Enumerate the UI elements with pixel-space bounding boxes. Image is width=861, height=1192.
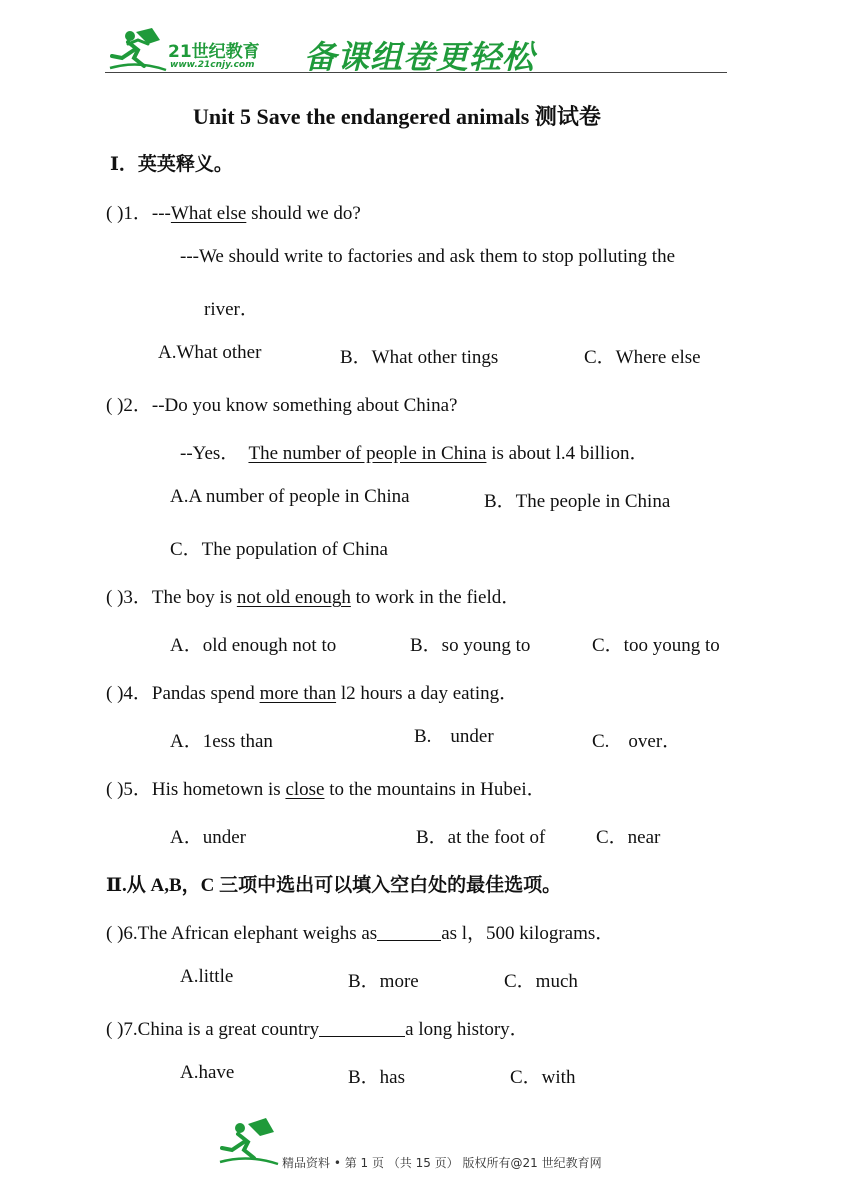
- runner-logo-icon: [108, 26, 168, 72]
- underlined-phrase: not old enough: [236, 587, 351, 608]
- q1-option-b: B．What other tings: [340, 347, 499, 368]
- answer-paren[interactable]: ( ): [106, 587, 124, 608]
- underlined-phrase: What else: [170, 203, 247, 224]
- answer-paren[interactable]: ( ): [106, 923, 124, 944]
- q1-option-a: A.What other: [158, 342, 262, 363]
- logo-brand: 21世纪教育: [168, 42, 260, 62]
- q2-option-a: A.A number of people in China: [170, 486, 410, 507]
- question-4: ( )4．Pandas spend more than l2 hours a day eating．: [106, 683, 519, 704]
- q4-option-c: C. over．: [592, 731, 682, 752]
- q1-option-c: C．Where else: [584, 347, 701, 368]
- answer-paren[interactable]: ( ): [106, 779, 124, 800]
- q5-option-a: A．under: [170, 827, 246, 848]
- section-heading-1: Ⅰ．英英释义。: [110, 154, 233, 175]
- answer-blank[interactable]: [319, 1018, 405, 1037]
- underlined-phrase: close: [285, 779, 325, 800]
- header-slogan: 备课组卷更轻松: [304, 38, 536, 76]
- question-1-line2: ---We should write to factories and ask them to stop polluting the: [180, 246, 676, 267]
- underlined-phrase: The number of people in China: [248, 443, 487, 464]
- question-1: ( )1．---What else should we do?: [106, 203, 361, 224]
- q6-option-a: A.little: [180, 966, 234, 987]
- q7-option-c: C．with: [510, 1067, 576, 1088]
- q5-option-c: C．near: [596, 827, 661, 848]
- answer-paren[interactable]: ( ): [106, 203, 124, 224]
- q6-option-c: C．much: [504, 971, 578, 992]
- question-6: ( )6.The African elephant weighs as as l，500 kilograms．: [106, 923, 615, 944]
- q4-option-a: A．1ess than: [170, 731, 273, 752]
- q3-option-a: A．old enough not to: [170, 635, 337, 656]
- q5-option-b: B．at the foot of: [416, 827, 546, 848]
- footer-runner-logo-icon: [216, 1116, 280, 1166]
- page-footer: 精品资料 • 第 1 页 （共 15 页） 版权所有@21 世纪教育网: [282, 1156, 602, 1170]
- question-1-line3: river．: [204, 299, 259, 320]
- question-2: ( )2．--Do you know something about China?: [106, 395, 458, 416]
- q6-option-b: B．more: [348, 971, 419, 992]
- underlined-phrase: more than: [259, 683, 337, 704]
- answer-paren[interactable]: ( ): [106, 683, 124, 704]
- section-heading-2: Ⅱ.从 A,B，C 三项中选出可以填入空白处的最佳选项。: [106, 875, 562, 896]
- q3-option-c: C．too young to: [592, 635, 720, 656]
- q2-option-c: C．The population of China: [170, 539, 388, 560]
- question-2-line2: --Yes． The number of people in China is about l.4 billion．: [180, 443, 649, 464]
- q4-option-b: B. under: [414, 726, 494, 747]
- logo-url: www.21cnjy.com: [170, 60, 255, 70]
- answer-paren[interactable]: ( ): [106, 395, 124, 416]
- q2-option-b: B．The people in China: [484, 491, 671, 512]
- page-title: Unit 5 Save the endangered animals 测试卷: [193, 104, 601, 129]
- q7-option-a: A.have: [180, 1062, 235, 1083]
- q3-option-b: B．so young to: [410, 635, 531, 656]
- q7-option-b: B．has: [348, 1067, 406, 1088]
- header-divider: [105, 72, 727, 73]
- answer-blank[interactable]: [377, 922, 441, 941]
- question-3: ( )3．The boy is not old enough to work in the field．: [106, 587, 521, 608]
- question-7: ( )7.China is a great country a long history．: [106, 1019, 529, 1040]
- question-5: ( )5．His hometown is close to the mountains in Hubei．: [106, 779, 546, 800]
- answer-paren[interactable]: ( ): [106, 1019, 124, 1040]
